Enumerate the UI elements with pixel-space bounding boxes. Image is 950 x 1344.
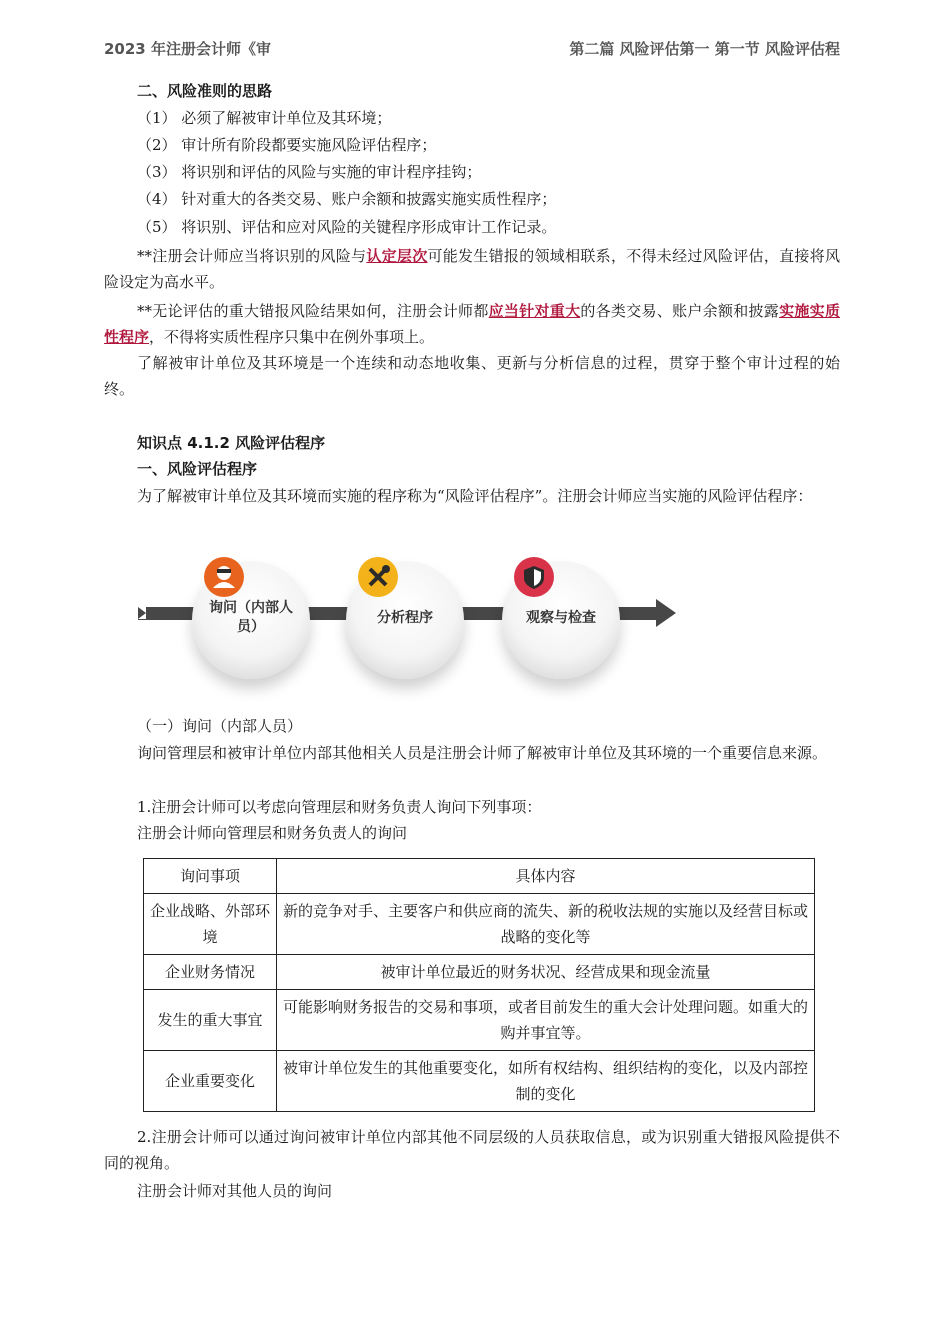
table-cell: 发生的重大事宜 <box>144 990 277 1051</box>
arrow-head <box>656 599 676 627</box>
table-row <box>144 894 815 955</box>
table-cell: 企业重要变化 <box>144 1051 277 1112</box>
note-paragraph: **无论评估的重大错报风险结果如何，注册会计师都应当针对重大的各类交易、账户余额和披露实施实质性程序，不得将实质性程序只集中在例外事项上。 <box>104 302 840 346</box>
table-row <box>144 1051 815 1112</box>
list-item: （2） 审计所有阶段都要实施风险评估程序； <box>137 136 437 154</box>
list-item: 2.注册会计师可以通过询问被审计单位内部其他不同层级的人员获取信息，或为识别重大错报风险提供不同的视角。 <box>104 1128 840 1172</box>
step-label-analysis: 分析程序 <box>377 610 433 626</box>
table-cell: 被审计单位最近的财务状况、经营成果和现金流量 <box>277 955 815 990</box>
page-header <box>104 34 840 58</box>
step-label-observation: 观察与检查 <box>526 610 596 626</box>
list-item: 1.注册会计师可以考虑向管理层和财务负责人询问下列事项： <box>137 798 542 816</box>
table-cell: 新的竞争对手、主要客户和供应商的流失、新的税收法规的实施以及经营目标或战略的变化等 <box>277 894 815 955</box>
tools-icon <box>358 557 398 597</box>
table-cell: 企业战略、外部环境 <box>144 894 277 955</box>
header-right: 第二篇 风险评估第一 第一节 风险评估程 <box>569 40 840 58</box>
table-caption: 注册会计师向管理层和财务负责人的询问 <box>137 824 408 842</box>
step-label-inquiry: 询问（内部人 员） <box>209 600 293 635</box>
arrow-tail <box>138 607 146 619</box>
sub-heading: （一）询问（内部人员） <box>137 717 303 735</box>
table-caption: 注册会计师对其他人员的询问 <box>137 1182 333 1200</box>
risk-procedure-diagram <box>130 545 690 705</box>
inquiry-table <box>143 858 815 1112</box>
list-item: （3） 将识别和评估的风险与实施的审计程序挂钩； <box>137 163 482 181</box>
list-item: （5） 将识别、评估和应对风险的关键程序形成审计工作记录。 <box>137 218 557 236</box>
knowledge-point-title: 知识点 4.1.2 风险评估程序 <box>137 434 326 452</box>
list-item: （1） 必须了解被审计单位及其环境； <box>137 109 392 127</box>
shield-icon <box>514 557 554 597</box>
highlight-text: 实施实质性程序 <box>104 302 840 346</box>
header-left: 2023 年注册会计师《审 <box>104 40 271 58</box>
list-item: （4） 针对重大的各类交易、账户余额和披露实施实质性程序； <box>137 190 557 208</box>
body-paragraph: 为了解被审计单位及其环境而实施的程序称为“风险评估程序”。注册会计师应当实施的风险评估程序： <box>137 487 813 505</box>
table-cell: 被审计单位发生的其他重要变化，如所有权结构、组织结构的变化，以及内部控制的变化 <box>277 1051 815 1112</box>
highlight-text: 认定层次 <box>366 247 428 265</box>
highlight-text: 应当针对重大 <box>488 302 581 320</box>
table-cell: 企业财务情况 <box>144 955 277 990</box>
section-heading: 一、风险评估程序 <box>137 460 258 478</box>
table-cell: 可能影响财务报告的交易和事项，或者目前发生的重大会计处理问题。如重大的购并事宜等。 <box>277 990 815 1051</box>
note-paragraph: **注册会计师应当将识别的风险与认定层次可能发生错报的领域相联系，不得未经过风险评估，直接将风险设定为高水平。 <box>104 247 840 291</box>
body-paragraph: 了解被审计单位及其环境是一个连续和动态地收集、更新与分析信息的过程，贯穿于整个审计过程的始终。 <box>104 354 840 398</box>
table-header-cell: 具体内容 <box>277 859 815 894</box>
table-row <box>144 955 815 990</box>
table-header-cell: 询问事项 <box>144 859 277 894</box>
body-paragraph: 询问管理层和被审计单位内部其他相关人员是注册会计师了解被审计单位及其环境的一个重要信息来源。 <box>137 744 828 762</box>
table-header-row <box>144 859 815 894</box>
table-row <box>144 990 815 1051</box>
section-heading: 二、风险准则的思路 <box>137 82 273 100</box>
person-icon <box>204 557 244 597</box>
